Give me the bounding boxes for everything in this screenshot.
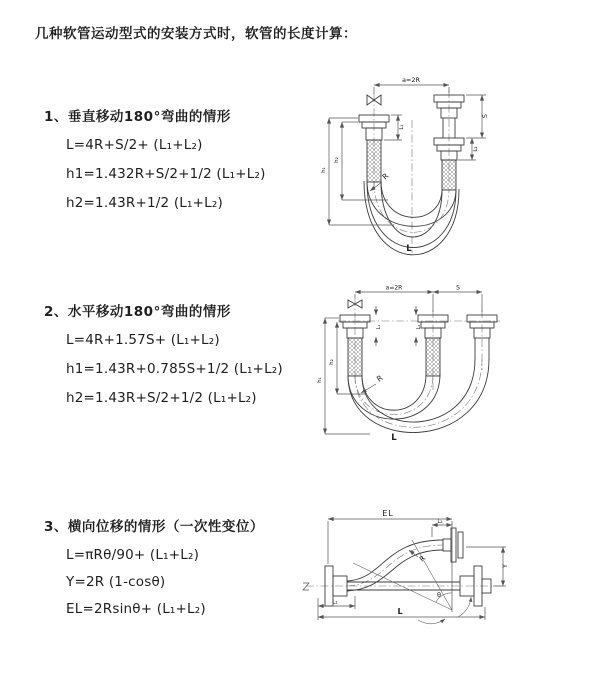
dim-label-h2: h₂ — [329, 359, 335, 365]
dim-label-y: Y — [501, 564, 509, 568]
braided-hose-section — [367, 140, 381, 182]
fixed-pipe-assembly — [340, 300, 370, 376]
dim-label-a2r: a=2R — [401, 76, 421, 84]
braided-hose-section — [348, 338, 362, 376]
dim-label-l1: L₁ — [332, 599, 338, 606]
radius-label: R — [374, 373, 385, 384]
radius-label: R — [380, 171, 391, 182]
angle-label: θ — [437, 591, 441, 599]
dim-label-h2: h₂ — [334, 157, 340, 163]
formula-line: h1=1.432R+S/2+1/2 (L₁+L₂) — [66, 166, 266, 182]
braided-hose-section — [426, 338, 440, 376]
dim-label-el: EL — [382, 509, 394, 518]
section-1-formulas — [66, 137, 334, 211]
diagram-vertical-180-bend — [314, 70, 584, 260]
length-label: L — [397, 607, 403, 616]
pipe-displaced-position — [467, 315, 497, 360]
formula-line: L=πRθ/90+ (L₁+L₂) — [66, 547, 200, 563]
swing-arrow — [458, 597, 471, 617]
section-2 — [44, 300, 334, 419]
radius-leader — [370, 182, 382, 191]
centerline-break-icon — [303, 583, 309, 590]
upper-flange-displaced — [443, 528, 463, 562]
dim-label-s: S — [456, 284, 460, 292]
formula-line: Y=2R (1-cosθ) — [66, 574, 166, 590]
centerlines — [374, 90, 449, 253]
dim-label-a2r: a=2R — [385, 284, 403, 292]
dim-label-h1: h₁ — [321, 167, 327, 173]
formula-line: EL=2Rsinθ+ (L₁+L₂) — [66, 601, 206, 617]
dimension-lines — [329, 85, 486, 225]
section-1-heading: 1、垂直移动180°弯曲的情形 — [44, 109, 231, 125]
swing-arrow — [418, 619, 445, 624]
pipe-original-position — [418, 315, 448, 376]
dim-label-l2: L₂ — [437, 519, 443, 525]
page-title: 几种软管运动型式的安装方式时，软管的长度计算： — [35, 26, 357, 42]
braided-hose-section — [442, 160, 456, 190]
formula-line: h2=1.43R+S/2+1/2 (L₁+L₂) — [66, 390, 257, 406]
centerlines — [306, 545, 506, 586]
dim-label-l1: L₁ — [399, 124, 405, 130]
hose-bend-curves — [348, 359, 489, 433]
formula-line: h1=1.43R+0.785S+1/2 (L₁+L₂) — [66, 361, 283, 377]
dimension-lines — [318, 519, 506, 620]
dim-label-h1: h₁ — [317, 377, 323, 383]
length-label: L — [406, 244, 412, 254]
diagram-horizontal-180-bend — [308, 282, 593, 462]
dim-label-s: S — [481, 113, 489, 119]
dim-label-l2: L₂ — [473, 146, 479, 152]
length-label: L — [391, 433, 397, 443]
section-1 — [44, 105, 334, 224]
section-3-formulas — [66, 547, 334, 617]
formula-line: L=4R+S/2+ (L₁+L₂) — [66, 137, 203, 153]
formula-line: h2=1.43R+1/2 (L₁+L₂) — [66, 195, 223, 211]
dim-label-l2: L₂ — [416, 324, 422, 330]
dim-label-l1: L₁ — [376, 324, 382, 330]
section-3-heading: 3、横向位移的情形（一次性变位） — [44, 519, 264, 535]
section-2-formulas — [66, 332, 334, 406]
section-2-heading: 2、水平移动180°弯曲的情形 — [44, 304, 231, 320]
formula-line: L=4R+1.57S+ (L₁+L₂) — [66, 332, 220, 348]
radius-label: R — [418, 554, 428, 564]
diagram-lateral-displacement — [298, 500, 598, 655]
section-3 — [44, 515, 334, 628]
